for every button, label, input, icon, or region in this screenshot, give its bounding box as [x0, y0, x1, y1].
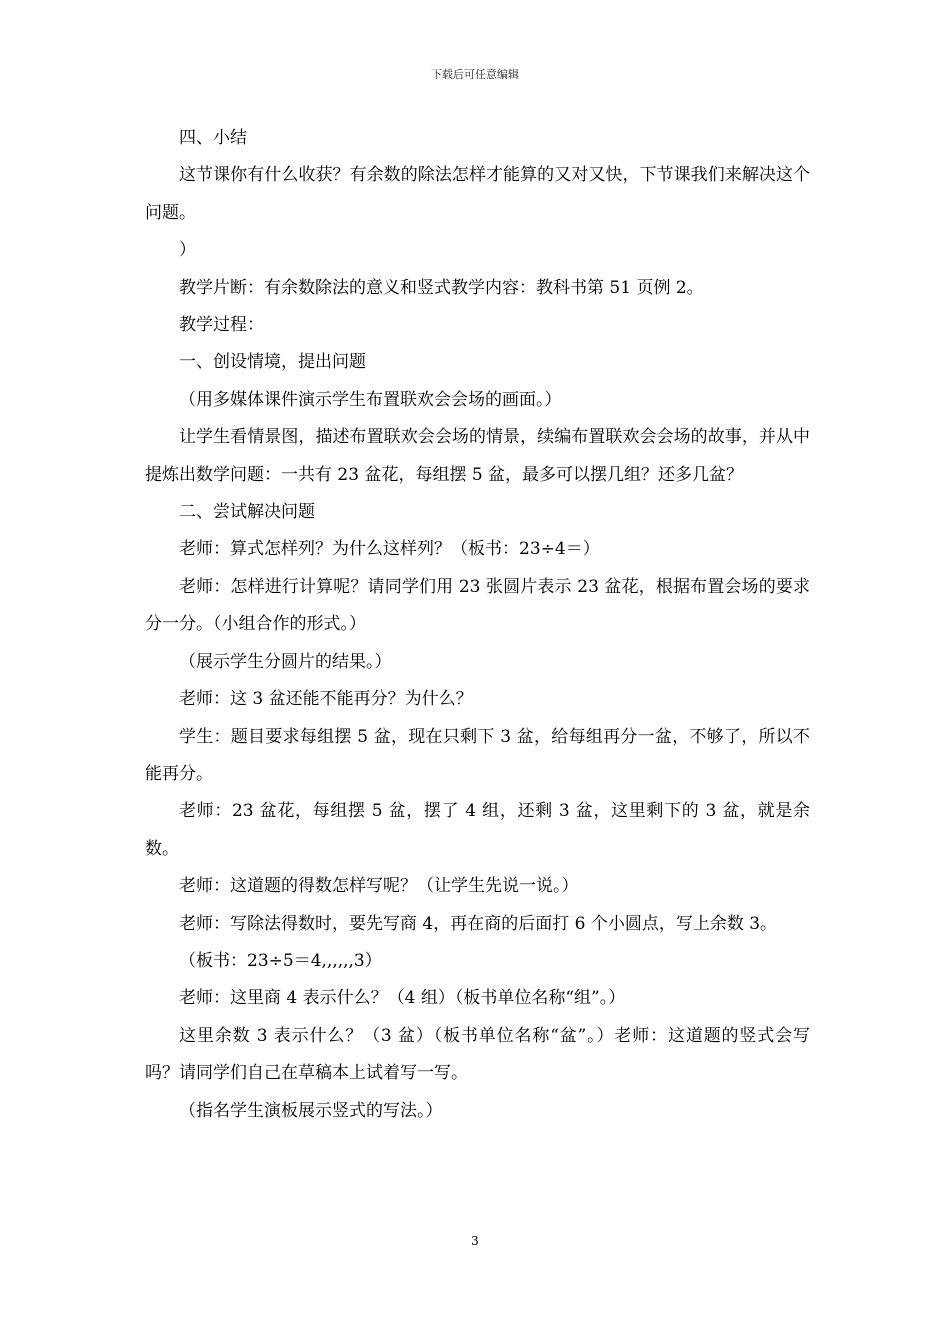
section-heading-try-solve: 二、尝试解决问题: [179, 502, 315, 523]
paragraph: 这节课你有什么收获？有余数的除法怎样才能算的又对又快，下节课我们来解决这个问题。: [145, 165, 810, 223]
paragraph: （指名学生演板展示竖式的写法。）: [179, 1100, 443, 1121]
paragraph: （展示学生分圆片的结果。）: [179, 651, 392, 672]
paragraph: 这里余数 3 表示什么？（3 盆）（板书单位名称“盆”。）老师：这道题的竖式会写吗？请同学们自己在草稿本上试着写一写。: [145, 1025, 810, 1084]
paragraph: （板书：23÷5＝4,,,,,,3）: [179, 950, 382, 971]
paragraph: 老师：怎样进行计算呢？请同学们用 23 张圆片表示 23 盆花，根据布置会场的要求分一分。（小组合作的形式。）: [145, 576, 810, 635]
section-heading-create-situation: 一、创设情境，提出问题: [179, 352, 366, 373]
paragraph: 老师：这里商 4 表示什么？（4 组）（板书单位名称“组”。）: [179, 988, 626, 1009]
paragraph: ）: [179, 240, 196, 261]
paragraph: （用多媒体课件演示学生布置联欢会会场的画面。）: [179, 389, 562, 410]
page-number: 3: [471, 1234, 479, 1248]
paragraph: 老师：算式怎样列？为什么这样列？（板书：23÷4＝）: [179, 539, 600, 560]
page-header: 下载后可任意编辑: [431, 68, 519, 81]
section-heading-summary: 四、小结: [179, 128, 247, 148]
paragraph: 老师：这道题的得数怎样写呢？（让学生先说一说。）: [179, 876, 579, 897]
paragraph: 老师：23 盆花，每组摆 5 盆，摆了 4 组，还剩 3 盆，这里剩下的 3 盆，就是余数。: [145, 801, 810, 859]
paragraph: 教学片断：有余数除法的意义和竖式教学内容：教科书第 51 页例 2。: [179, 277, 704, 298]
paragraph: 学生：题目要求每组摆 5 盆，现在只剩下 3 盆，给每组再分一盆，不够了，所以不能再分。: [145, 726, 810, 784]
document-body: [145, 120, 810, 1130]
paragraph: 老师：写除法得数时，要先写商 4，再在商的后面打 6 个小圆点，写上余数 3。: [179, 913, 778, 934]
paragraph: 老师：这 3 盆还能不能再分？为什么？: [179, 689, 473, 710]
paragraph: 教学过程：: [179, 315, 264, 336]
paragraph: 让学生看情景图，描述布置联欢会会场的情景，续编布置联欢会会场的故事，并从中提炼出数学问题：一共有 23 盆花，每组摆 5 盆，最多可以摆几组？还多几盆？: [145, 427, 810, 485]
